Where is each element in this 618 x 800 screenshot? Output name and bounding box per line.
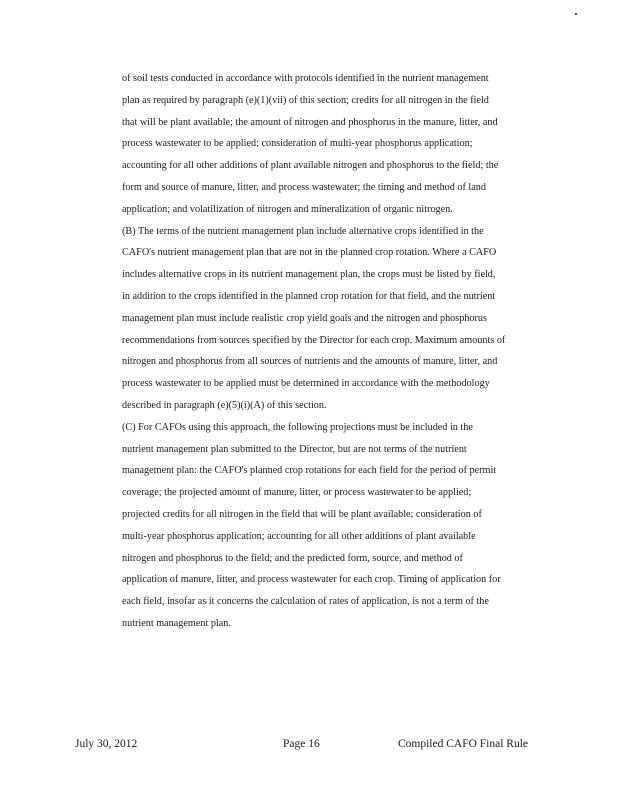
footer-document-title: Compiled CAFO Final Rule [398,738,529,750]
text-line: (B) The terms of the nutrient management plan include alternative crops identified in the [122,225,484,237]
text-line: management plan: the CAFO's planned crop rotations for each field for the period of permit [122,465,497,477]
text-line: plan as required by paragraph (e)(1)(vii) of this section; credits for all nitrogen in the field [122,94,489,106]
text-line: recommendations from sources specified by the Director for each crop. Maximum amounts of [122,334,506,346]
page-footer [0,738,618,754]
text-line: described in paragraph (e)(5)(i)(A) of this section. [122,399,327,411]
scan-artifact-dot [575,13,577,15]
text-line: application of manure, litter, and process wastewater for each crop. Timing of application for [122,574,501,586]
text-line: of soil tests conducted in accordance with protocols identified in the nutrient management [122,73,489,84]
text-line: nutrient management plan. [122,617,231,629]
footer-date: July 30, 2012 [75,738,138,750]
text-line: includes alternative crops in its nutrient management plan, the crops must be listed by field, [122,269,496,281]
text-line: in addition to the crops identified in the planned crop rotation for that field, and the nutrient [122,290,496,302]
text-line: multi-year phosphorus application; accounting for all other additions of plant available [122,530,476,542]
text-line: nitrogen and phosphorus to the field; and the predicted form, source, and method of [122,552,463,564]
text-line: application; and volatilization of nitrogen and mineralization of organic nitrogen. [122,203,453,215]
text-line: accounting for all other additions of plant available nitrogen and phosphorus to the field; the [122,160,499,172]
text-line: (C) For CAFOs using this approach, the following projections must be included in the [122,421,473,433]
text-line: management plan must include realistic crop yield goals and the nitrogen and phosphorus [122,312,487,324]
text-line: projected credits for all nitrogen in the field that will be plant available; consideration of [122,508,482,520]
rule-text-body [122,68,522,635]
text-line: process wastewater to be applied must be determined in accordance with the methodology [122,378,490,390]
text-line: coverage; the projected amount of manure, litter, or process wastewater to be applied; [122,487,472,499]
text-line: nitrogen and phosphorus from all sources of nutrients and the amounts of manure, litter, and [122,356,498,368]
text-line: that will be plant available; the amount of nitrogen and phosphorus in the manure, litter, and [122,116,498,128]
text-line: each field, insofar as it concerns the calculation of rates of application, is not a term of the [122,596,489,608]
text-line: CAFO's nutrient management plan that are not in the planned crop rotation. Where a CAFO [122,247,497,259]
text-line: nutrient management plan submitted to the Director, but are not terms of the nutrient [122,443,467,455]
footer-page-number: Page 16 [283,738,320,750]
text-line: form and source of manure, litter, and process wastewater; the timing and method of land [122,181,486,193]
text-line: process wastewater to be applied; consideration of multi-year phosphorus application; [122,138,473,150]
